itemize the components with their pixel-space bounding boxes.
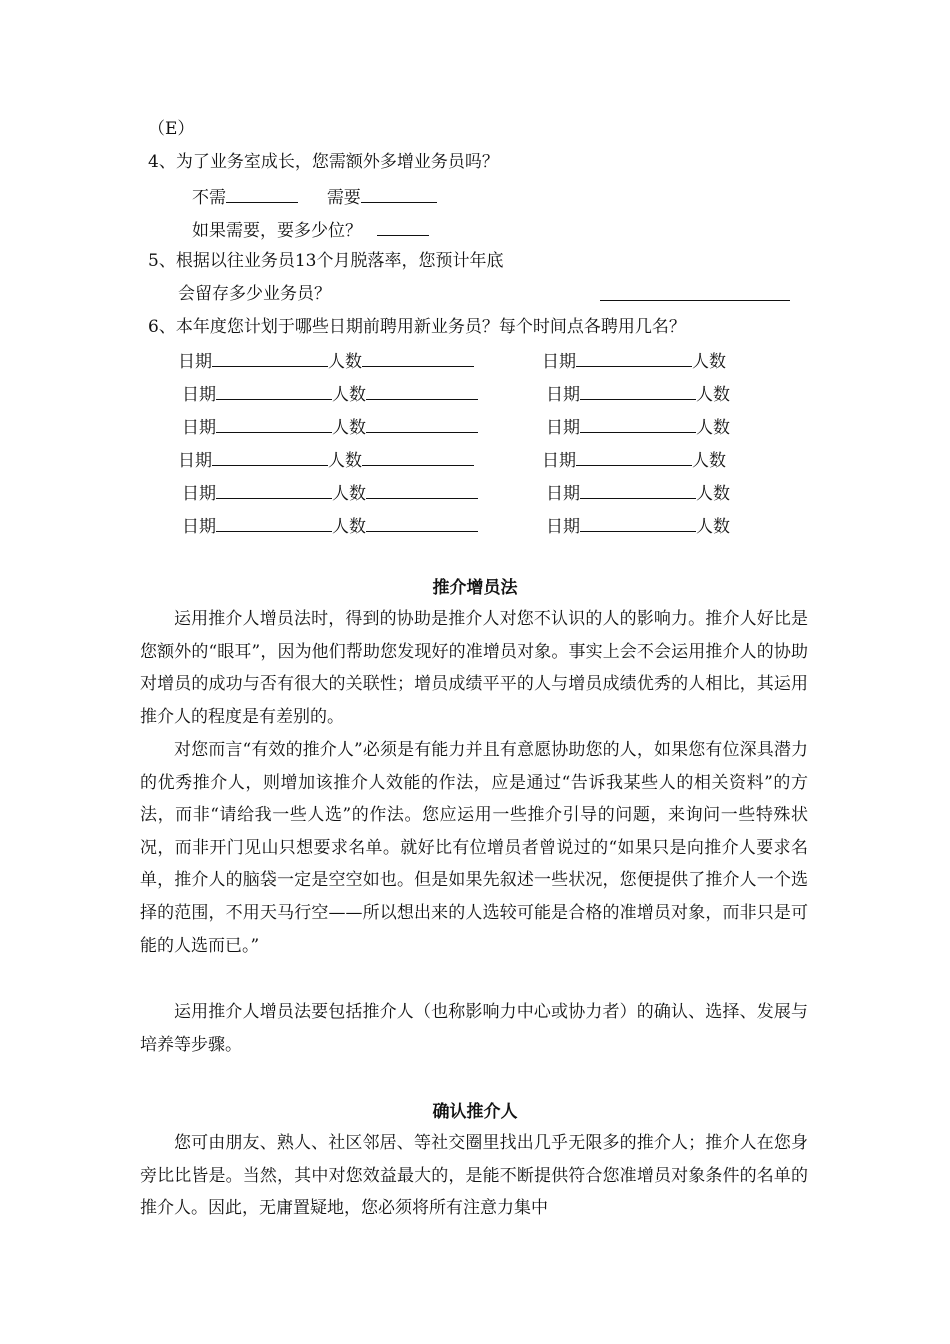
- q4-how-many: [192, 217, 429, 242]
- how-many-label: 如果需要，要多少位？: [192, 221, 362, 241]
- q5-blank[interactable]: [600, 282, 790, 301]
- count-blank[interactable]: [366, 414, 478, 433]
- question-6: 6、本年度您计划于哪些日期前聘用新业务员？每个时间点各聘用几名？: [148, 317, 686, 337]
- count-label: 人数: [328, 451, 362, 471]
- date-row: [182, 381, 478, 406]
- date-blank[interactable]: [576, 348, 692, 367]
- confirm-paragraph: 您可由朋友、熟人、社区邻居、等社交圈里找出几乎无限多的推介人；推介人在您身旁比比皆是。当然，其中对您效益最大的，是能不断提供符合您准增员对象条件的名单的推介人。因此，无庸置疑地，您必须将所有注意力集中: [140, 1133, 808, 1219]
- date-row: [182, 480, 478, 505]
- q4-options: [192, 184, 437, 209]
- date-blank[interactable]: [216, 513, 332, 532]
- date-label: 日期: [546, 418, 580, 438]
- question-5-line1: 5、根据以往业务员13个月脱落率，您预计年底: [148, 251, 504, 271]
- count-blank[interactable]: [366, 381, 478, 400]
- count-label: 人数: [696, 418, 730, 438]
- date-blank[interactable]: [580, 381, 696, 400]
- count-label: 人数: [332, 385, 366, 405]
- date-blank[interactable]: [212, 447, 328, 466]
- count-label: 人数: [696, 484, 730, 504]
- no-need-label: 不需: [192, 188, 226, 208]
- date-label: 日期: [182, 385, 216, 405]
- date-row: [178, 348, 474, 373]
- date-label: 日期: [546, 484, 580, 504]
- date-label: 日期: [178, 352, 212, 372]
- option-e: （E）: [148, 119, 195, 139]
- need-label: 需要: [326, 188, 361, 208]
- count-label: 人数: [696, 517, 730, 537]
- date-blank[interactable]: [216, 480, 332, 499]
- section-title-confirm: 确认推介人: [432, 1102, 518, 1122]
- date-row: [542, 348, 726, 373]
- date-label: 日期: [546, 385, 580, 405]
- date-row: [546, 480, 730, 505]
- date-blank[interactable]: [576, 447, 692, 466]
- date-blank[interactable]: [212, 348, 328, 367]
- count-label: 人数: [692, 352, 726, 372]
- question-5-line2: 会留存多少业务员？: [178, 284, 331, 304]
- count-blank[interactable]: [366, 513, 478, 532]
- count-label: 人数: [328, 352, 362, 372]
- section-title-referral: 推介增员法: [432, 578, 518, 598]
- date-label: 日期: [542, 352, 576, 372]
- question-4: 4、为了业务室成长，您需额外多增业务员吗？: [148, 152, 499, 172]
- count-blank[interactable]: [362, 447, 474, 466]
- count-label: 人数: [332, 484, 366, 504]
- date-row: [182, 414, 478, 439]
- date-row: [178, 447, 474, 472]
- count-label: 人数: [332, 517, 366, 537]
- referral-paragraph-3: 运用推介人增员法要包括推介人（也称影响力中心或协力者）的确认、选择、发展与培养等步骤。: [140, 1002, 808, 1055]
- need-blank[interactable]: [361, 184, 437, 203]
- date-label: 日期: [178, 451, 212, 471]
- how-many-blank[interactable]: [377, 217, 429, 236]
- count-label: 人数: [692, 451, 726, 471]
- date-blank[interactable]: [216, 381, 332, 400]
- date-blank[interactable]: [580, 414, 696, 433]
- date-row: [182, 513, 478, 538]
- date-row: [542, 447, 726, 472]
- date-row: [546, 381, 730, 406]
- date-row: [546, 414, 730, 439]
- date-blank[interactable]: [580, 513, 696, 532]
- no-need-blank[interactable]: [226, 184, 298, 203]
- date-label: 日期: [546, 517, 580, 537]
- date-label: 日期: [542, 451, 576, 471]
- date-label: 日期: [182, 517, 216, 537]
- date-blank[interactable]: [580, 480, 696, 499]
- count-label: 人数: [332, 418, 366, 438]
- count-blank[interactable]: [362, 348, 474, 367]
- date-label: 日期: [182, 418, 216, 438]
- count-blank[interactable]: [366, 480, 478, 499]
- date-label: 日期: [182, 484, 216, 504]
- referral-paragraph-2: 对您而言“有效的推介人”必须是有能力并且有意愿协助您的人，如果您有位深具潜力的优秀推介人，则增加该推介人效能的作法，应是通过“告诉我某些人的相关资料”的方法，而非“请给我一些人选”的作法。您应运用一些推介引导的问题，来询问一些特殊状况，而非开门见山只想要求名单。就好比有位增员者曾说过的“如果只是向推介人要求名单，推介人的脑袋一定是空空如也。但是如果先叙述一些状况，您便提供了推介人一个选择的范围，不用天马行空——所以想出来的人选较可能是合格的准增员对象，而非只是可能的人选而已。”: [140, 740, 808, 956]
- date-blank[interactable]: [216, 414, 332, 433]
- referral-paragraph-1: 运用推介人增员法时，得到的协助是推介人对您不认识的人的影响力。推介人好比是您额外的“眼耳”，因为他们帮助您发现好的准增员对象。事实上会不会运用推介人的协助对增员的成功与否有很大的关联性；增员成绩平平的人与增员成绩优秀的人相比，其运用推介人的程度是有差别的。: [140, 609, 808, 727]
- date-row: [546, 513, 730, 538]
- count-label: 人数: [696, 385, 730, 405]
